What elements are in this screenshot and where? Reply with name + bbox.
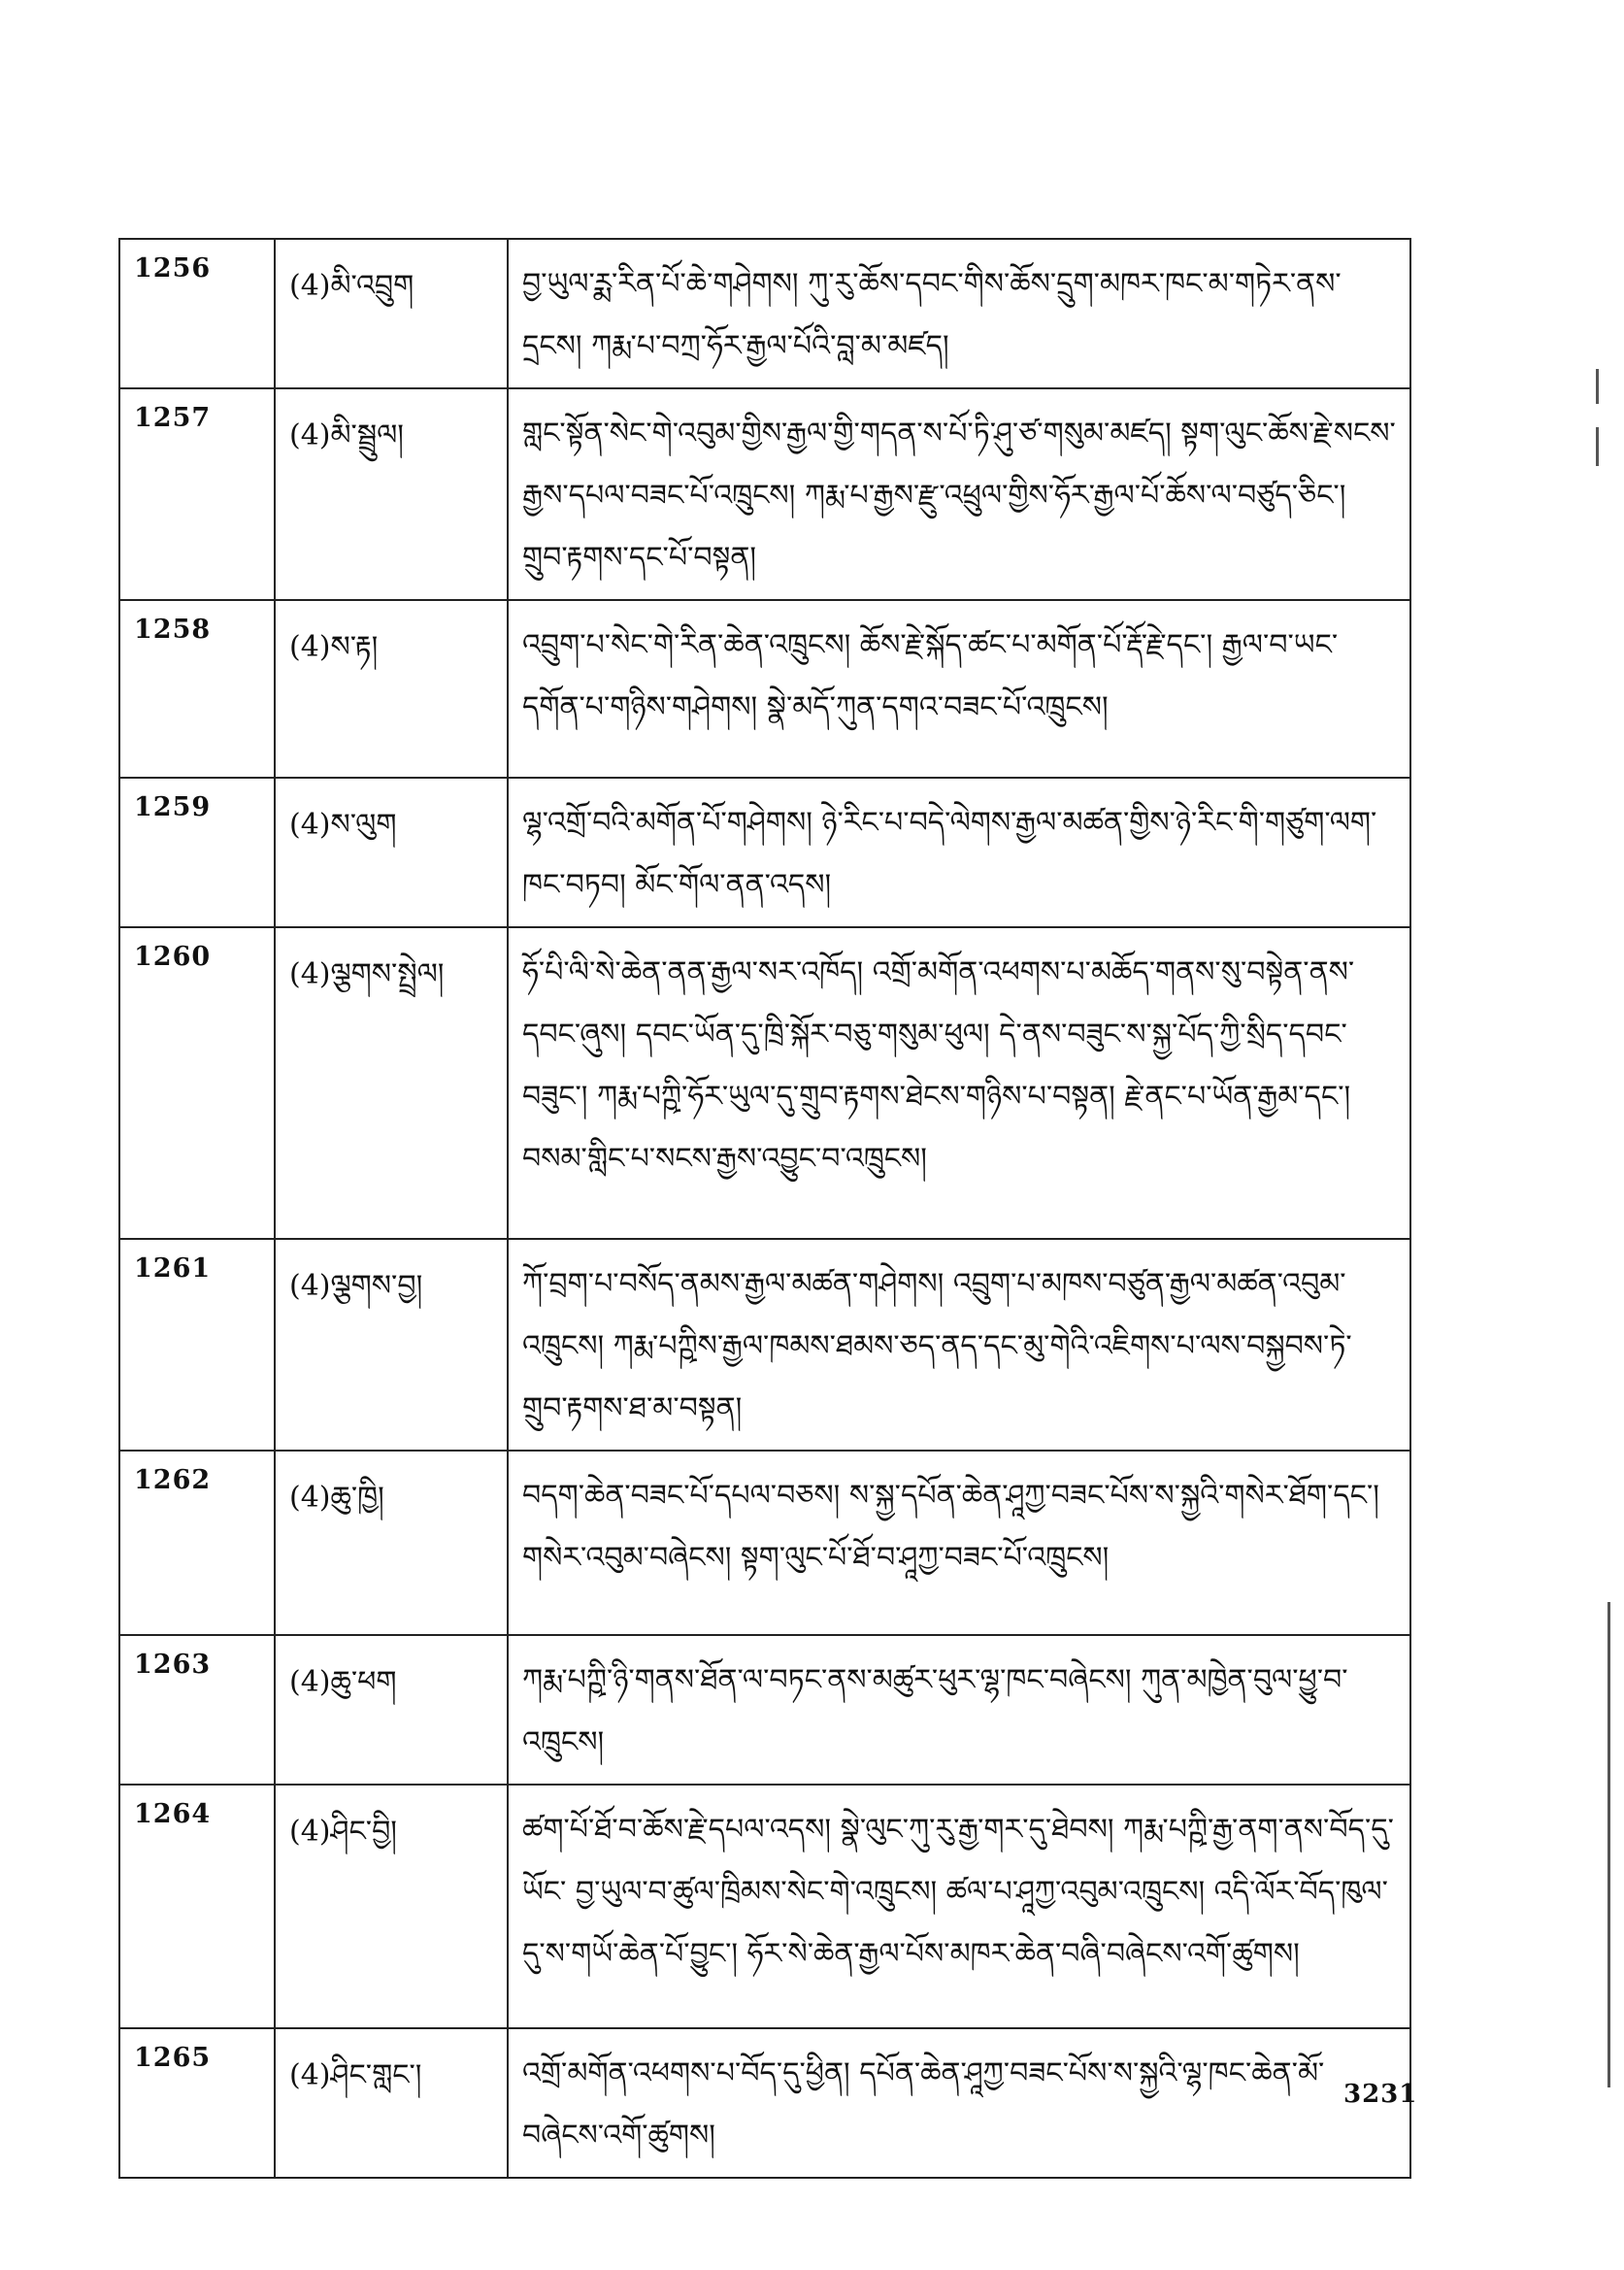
entry-number: 1257 bbox=[119, 388, 275, 600]
entry-year-name: (4)ཤིང་གླང་། bbox=[275, 2028, 508, 2178]
entry-text: འགྲོ་མགོན་འཕགས་པ་བོད་དུ་ཕྱིན། དཔོན་ཆེན་ཤཱཀྱ་བཟང་པོས་ས་སྐྱའི་ལྷ་ཁང་ཆེན་མོ་བཞེངས་འགོ་ཚུགས། bbox=[508, 2028, 1410, 2178]
entry-text: ཧོ་པི་ལི་སེ་ཆེན་ནན་རྒྱལ་སར་འཁོད། འགྲོ་མགོན་འཕགས་པ་མཆོད་གནས་སུ་བསྟེན་ནས་དབང་ཞུས། དབང་ཡོན་དུ་ཁྲི་སྐོར་བཅུ་གསུམ་ཕུལ། དེ་ནས་བཟུང་ས་སྐྱ་པོད་ཀྱི་སྲིད་དབང་བཟུང་། ཀརྨ་པཀྵི་ཧོར་ཡུལ་དུ་གྲུབ་རྟགས་ཐེངས་གཉིས་པ་བསྟན། རྗེ་ནང་པ་ཡོན་རྒྱམ་དང་། བསམ་གླིང་པ་སངས་རྒྱས་འབྱུང་བ་འཁྲུངས། bbox=[508, 927, 1410, 1239]
table-row bbox=[119, 778, 1410, 927]
table-row bbox=[119, 1239, 1410, 1451]
table-row bbox=[119, 927, 1410, 1239]
entry-number: 1258 bbox=[119, 600, 275, 778]
table-body bbox=[119, 239, 1410, 2178]
chronology-table bbox=[118, 238, 1411, 2179]
entry-text: གླང་སྟོན་སེང་གེ་འབུམ་གྱིས་རྒྱལ་གྱི་གདན་ས་པོ་ཏི་ཤུ་ཙ་གསུམ་མཛད། སྟག་ལུང་ཆོས་རྗེ་སངས་རྒྱས་དཔལ་བཟང་པོ་འཁྲུངས། ཀརྨ་པ་རྒྱས་རྫུ་འཕྲུལ་གྱིས་ཧོར་རྒྱལ་པོ་ཆོས་ལ་བཙུད་ཅིང་། གྲུབ་རྟགས་དང་པོ་བསྟན། bbox=[508, 388, 1410, 600]
scan-edge-mark bbox=[1596, 427, 1599, 466]
table-row bbox=[119, 239, 1410, 388]
entry-year-name: (4)ས་ལུག bbox=[275, 778, 508, 927]
entry-year-name: (4)མི་སྦྲུལ། bbox=[275, 388, 508, 600]
scan-edge-mark bbox=[1607, 1602, 1610, 2087]
entry-text: བདག་ཆེན་བཟང་པོ་དཔལ་བཅས། ས་སྐྱ་དཔོན་ཆེན་ཤཱཀྱ་བཟང་པོས་ས་སྐྱའི་གསེར་ཐོག་དང་། གསེར་འབུམ་བཞེངས། སྟག་ལུང་པོ་ཐོ་བ་ཤཱཀྱ་བཟང་པོ་འཁྲུངས། bbox=[508, 1451, 1410, 1635]
entry-year-name: (4)ཆུ་ཁྱི། bbox=[275, 1451, 508, 1635]
table-row bbox=[119, 2028, 1410, 2178]
entry-number: 1263 bbox=[119, 1635, 275, 1785]
entry-year-name: (4)ལྕགས་བྱ། bbox=[275, 1239, 508, 1451]
entry-number: 1259 bbox=[119, 778, 275, 927]
table-row bbox=[119, 600, 1410, 778]
table-row bbox=[119, 1785, 1410, 2028]
entry-year-name: (4)ཤིང་བྱི། bbox=[275, 1785, 508, 2028]
entry-number: 1261 bbox=[119, 1239, 275, 1451]
table-row bbox=[119, 388, 1410, 600]
table-row bbox=[119, 1635, 1410, 1785]
entry-number: 1260 bbox=[119, 927, 275, 1239]
entry-number: 1262 bbox=[119, 1451, 275, 1635]
entry-text: ལྷ་འགྲོ་བའི་མགོན་པོ་གཤེགས། ཉེ་རིང་པ་བདེ་ལེགས་རྒྱལ་མཚན་གྱིས་ཉེ་རིང་གི་གཙུག་ལག་ཁང་བཏབ། མོང་གོལ་ནན་འདས། bbox=[508, 778, 1410, 927]
entry-number: 1265 bbox=[119, 2028, 275, 2178]
entry-text: འབྲུག་པ་སེང་གེ་རིན་ཆེན་འཁྲུངས། ཆོས་རྗེ་སྐོད་ཚང་པ་མགོན་པོ་རྡོ་རྗེ་དང་། རྒྱལ་བ་ཡང་དགོན་པ་གཉིས་གཤེགས། སྣེ་མདོ་ཀུན་དགའ་བཟང་པོ་འཁྲུངས། bbox=[508, 600, 1410, 778]
page-number: 3231 bbox=[1343, 2080, 1418, 2109]
entry-text: བྱ་ཡུལ་ཪྨ་རིན་པོ་ཆེ་གཤེགས། ཀུ་རུ་ཆོས་དབང་གིས་ཆོས་དྲུག་མཁར་ཁང་མ་གཏེར་ནས་དྲངས། ཀརྨ་པ་བཀྲ་ཧོར་རྒྱལ་པོའི་བླ་མ་མཛད། bbox=[508, 239, 1410, 388]
entry-year-name: (4)མི་འབྲུག bbox=[275, 239, 508, 388]
entry-text: ཀོ་བྲག་པ་བསོད་ནམས་རྒྱལ་མཚན་གཤེགས། འབྲུག་པ་མཁས་བཙུན་རྒྱལ་མཚན་འབུམ་འཁྲུངས། ཀརྨ་པཀྵིས་རྒྱལ་ཁམས་ཐམས་ཅད་ནད་དང་མུ་གེའི་འཇིགས་པ་ལས་བསྐྱབས་ཏེ་གྲུབ་རྟགས་ཐ་མ་བསྟན། bbox=[508, 1239, 1410, 1451]
scan-edge-mark bbox=[1596, 369, 1599, 404]
entry-number: 1256 bbox=[119, 239, 275, 388]
entry-text: ཀརྨ་པཀྵི་ཉི་གནས་ཐོན་ལ་བཏང་ནས་མཚུར་ཕུར་ལྷ་ཁང་བཞེངས། ཀུན་མཁྱེན་བུལ་ཕྱུ་བ་འཁྲུངས། bbox=[508, 1635, 1410, 1785]
entry-year-name: (4)ལྕགས་སྤྲེལ། bbox=[275, 927, 508, 1239]
entry-number: 1264 bbox=[119, 1785, 275, 2028]
entry-year-name: (4)ཆུ་ཕག bbox=[275, 1635, 508, 1785]
entry-year-name: (4)ས་རྟ། bbox=[275, 600, 508, 778]
table-row bbox=[119, 1451, 1410, 1635]
entry-text: ཚག་པོ་ཐོ་བ་ཆོས་རྗེ་དཔལ་འདས། སྣེ་ལུང་ཀུ་རུ་རྒྱ་གར་དུ་ཐེབས། ཀརྨ་པཀྵི་རྒྱ་ནག་ནས་བོད་དུ་ཡོང་ བྱ་ཡུལ་བ་ཚུལ་ཁྲིམས་སེང་གེ་འཁྲུངས། ཚལ་པ་ཤཱཀྱ་འབུམ་འཁྲུངས། འདི་ལོར་བོད་ཁུལ་དུ་ས་གཡོ་ཆེན་པོ་བྱུང་། ཧོར་སེ་ཆེན་རྒྱལ་པོས་མཁར་ཆེན་བཞི་བཞེངས་འགོ་ཚུགས། bbox=[508, 1785, 1410, 2028]
